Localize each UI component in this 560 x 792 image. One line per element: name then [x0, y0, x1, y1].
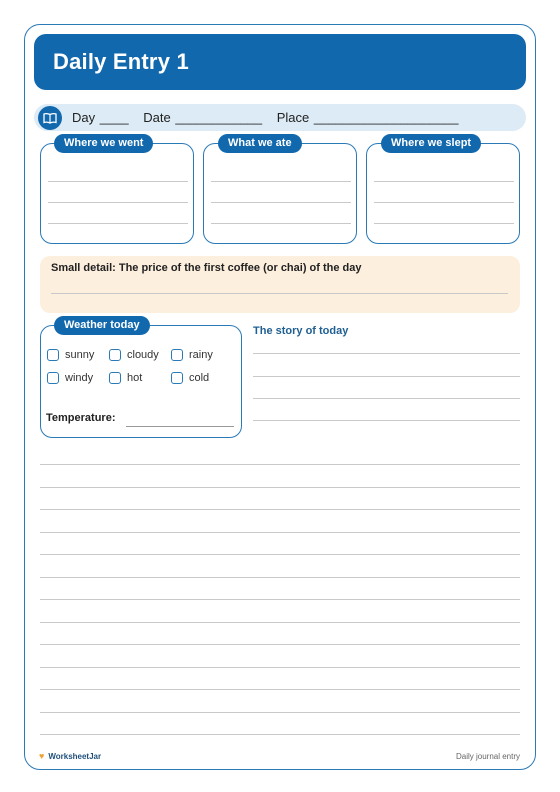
checkbox[interactable]: [47, 372, 59, 384]
writing-line[interactable]: [48, 181, 188, 182]
story-line[interactable]: [253, 398, 520, 399]
footer-brand: [39, 751, 101, 761]
open-book-icon: [38, 106, 62, 130]
temperature-line[interactable]: [126, 426, 234, 427]
checkbox[interactable]: [109, 349, 121, 361]
story-line[interactable]: [40, 712, 520, 713]
small-detail-box: [40, 256, 520, 313]
where-we-slept-label: Where we slept: [381, 134, 481, 153]
story-line[interactable]: [40, 509, 520, 510]
what-we-ate-box: [203, 143, 357, 244]
story-line[interactable]: [253, 353, 520, 354]
weather-option-sunny[interactable]: sunny: [47, 349, 94, 361]
brand-name: WorksheetJar: [48, 751, 102, 761]
weather-option-windy[interactable]: windy: [47, 372, 93, 384]
writing-line[interactable]: [211, 202, 351, 203]
place-field[interactable]: Place ____________________: [276, 110, 459, 125]
writing-line[interactable]: [211, 181, 351, 182]
date-field[interactable]: Date ____________: [143, 110, 263, 125]
checkbox[interactable]: [109, 372, 121, 384]
writing-line[interactable]: [374, 202, 514, 203]
weather-option-cold[interactable]: cold: [171, 372, 209, 384]
where-we-slept-box: [366, 143, 520, 244]
writing-line[interactable]: [374, 181, 514, 182]
checkbox[interactable]: [171, 349, 183, 361]
footer-note: Daily journal entry: [455, 752, 520, 761]
day-field[interactable]: Day ____: [72, 110, 129, 125]
temperature-label: Temperature:: [46, 412, 116, 424]
writing-line[interactable]: [48, 202, 188, 203]
story-line[interactable]: [253, 420, 520, 421]
story-heading: The story of today: [253, 325, 349, 337]
story-line[interactable]: [40, 599, 520, 600]
story-line[interactable]: [40, 577, 520, 578]
story-line[interactable]: [40, 622, 520, 623]
title-banner: [34, 34, 526, 90]
weather-option-rainy[interactable]: rainy: [171, 349, 213, 361]
writing-line[interactable]: [374, 223, 514, 224]
checkbox[interactable]: [171, 372, 183, 384]
weather-label: Weather today: [54, 316, 150, 335]
meta-bar: [34, 104, 526, 131]
writing-line[interactable]: [51, 293, 508, 294]
story-line[interactable]: [40, 689, 520, 690]
page-title: Daily Entry 1: [53, 49, 189, 74]
where-we-went-label: Where we went: [54, 134, 153, 153]
small-detail-prompt: Small detail: The price of the first coffee (or chai) of the day: [51, 262, 362, 274]
writing-line[interactable]: [211, 223, 351, 224]
story-line[interactable]: [40, 532, 520, 533]
where-we-went-box: [40, 143, 194, 244]
what-we-ate-label: What we ate: [218, 134, 302, 153]
story-line[interactable]: [40, 667, 520, 668]
writing-line[interactable]: [48, 223, 188, 224]
checkbox[interactable]: [47, 349, 59, 361]
story-line[interactable]: [40, 734, 520, 735]
story-line[interactable]: [40, 464, 520, 465]
story-line[interactable]: [40, 487, 520, 488]
heart-icon: ♥: [39, 751, 45, 761]
story-line[interactable]: [253, 376, 520, 377]
story-line[interactable]: [40, 554, 520, 555]
weather-option-cloudy[interactable]: cloudy: [109, 349, 159, 361]
story-line[interactable]: [40, 644, 520, 645]
weather-option-hot[interactable]: hot: [109, 372, 142, 384]
